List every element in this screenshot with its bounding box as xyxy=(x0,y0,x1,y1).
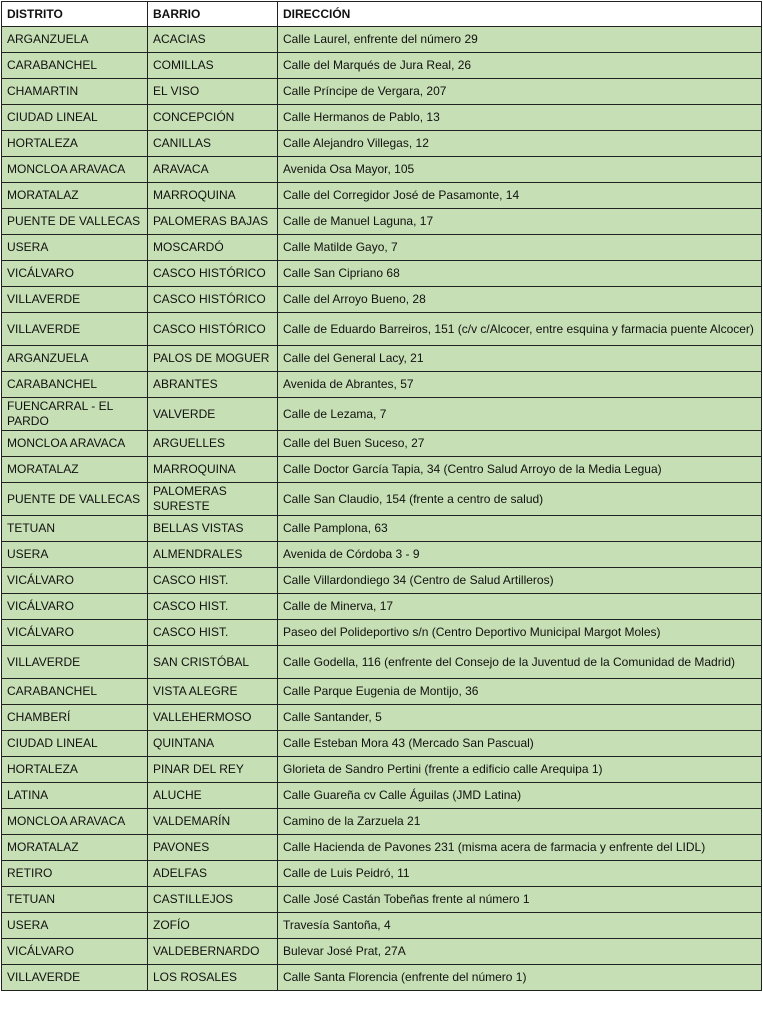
cell-direccion: Camino de la Zarzuela 21 xyxy=(278,809,762,835)
cell-barrio: LOS ROSALES xyxy=(148,965,278,991)
cell-distrito: VICÁLVARO xyxy=(2,568,148,594)
cell-direccion: Calle Santa Florencia (enfrente del número 1) xyxy=(278,965,762,991)
cell-barrio: ACACIAS xyxy=(148,27,278,53)
cell-distrito: VICÁLVARO xyxy=(2,620,148,646)
cell-direccion: Calle José Castán Tobeñas frente al número 1 xyxy=(278,887,762,913)
cell-direccion: Calle Doctor García Tapia, 34 (Centro Salud Arroyo de la Media Legua) xyxy=(278,457,762,483)
cell-direccion: Calle Matilde Gayo, 7 xyxy=(278,235,762,261)
cell-barrio: CONCEPCIÓN xyxy=(148,105,278,131)
cell-distrito: VICÁLVARO xyxy=(2,261,148,287)
cell-distrito: LATINA xyxy=(2,783,148,809)
cell-barrio: CASCO HIST. xyxy=(148,620,278,646)
cell-direccion: Calle Alejandro Villegas, 12 xyxy=(278,131,762,157)
cell-distrito: CHAMARTIN xyxy=(2,79,148,105)
table-row xyxy=(2,679,762,705)
cell-distrito: TETUAN xyxy=(2,887,148,913)
table-row xyxy=(2,27,762,53)
cell-barrio: ARAVACA xyxy=(148,157,278,183)
cell-barrio: CANILLAS xyxy=(148,131,278,157)
cell-distrito: USERA xyxy=(2,913,148,939)
cell-distrito: VILLAVERDE xyxy=(2,646,148,679)
cell-direccion: Calle Laurel, enfrente del número 29 xyxy=(278,27,762,53)
table-row xyxy=(2,79,762,105)
table-row xyxy=(2,53,762,79)
table-row xyxy=(2,457,762,483)
table-header xyxy=(2,2,762,27)
cell-barrio: PALOMERAS SURESTE xyxy=(148,483,278,516)
cell-distrito: HORTALEZA xyxy=(2,131,148,157)
cell-direccion: Calle Godella, 116 (enfrente del Consejo de la Juventud de la Comunidad de Madrid) xyxy=(278,646,762,679)
cell-barrio: VALVERDE xyxy=(148,398,278,431)
cell-barrio: CASTILLEJOS xyxy=(148,887,278,913)
cell-direccion: Calle del General Lacy, 21 xyxy=(278,346,762,372)
cell-distrito: VICÁLVARO xyxy=(2,939,148,965)
table-row xyxy=(2,705,762,731)
cell-direccion: Calle de Luis Peidró, 11 xyxy=(278,861,762,887)
cell-barrio: ZOFÍO xyxy=(148,913,278,939)
header-barrio: BARRIO xyxy=(148,2,278,27)
cell-distrito: CIUDAD LINEAL xyxy=(2,731,148,757)
cell-distrito: CARABANCHEL xyxy=(2,372,148,398)
cell-direccion: Paseo del Polideportivo s/n (Centro Deportivo Municipal Margot Moles) xyxy=(278,620,762,646)
cell-barrio: VALDEBERNARDO xyxy=(148,939,278,965)
cell-barrio: VALDEMARÍN xyxy=(148,809,278,835)
cell-direccion: Calle Hermanos de Pablo, 13 xyxy=(278,105,762,131)
cell-distrito: VILLAVERDE xyxy=(2,287,148,313)
cell-barrio: ABRANTES xyxy=(148,372,278,398)
table-row xyxy=(2,209,762,235)
table-row xyxy=(2,183,762,209)
cell-direccion: Calle Pamplona, 63 xyxy=(278,516,762,542)
cell-distrito: CARABANCHEL xyxy=(2,679,148,705)
table-row xyxy=(2,731,762,757)
cell-barrio: MARROQUINA xyxy=(148,183,278,209)
table-row xyxy=(2,594,762,620)
cell-direccion: Travesía Santoña, 4 xyxy=(278,913,762,939)
table-row xyxy=(2,965,762,991)
cell-direccion: Calle San Cipriano 68 xyxy=(278,261,762,287)
table-row xyxy=(2,261,762,287)
cell-distrito: TETUAN xyxy=(2,516,148,542)
table-row xyxy=(2,568,762,594)
cell-barrio: EL VISO xyxy=(148,79,278,105)
cell-direccion: Calle Guareña cv Calle Águilas (JMD Latina) xyxy=(278,783,762,809)
cell-barrio: QUINTANA xyxy=(148,731,278,757)
cell-distrito: MONCLOA ARAVACA xyxy=(2,431,148,457)
cell-direccion: Calle de Minerva, 17 xyxy=(278,594,762,620)
cell-distrito: USERA xyxy=(2,542,148,568)
table-row xyxy=(2,887,762,913)
table-row xyxy=(2,809,762,835)
cell-barrio: CASCO HISTÓRICO xyxy=(148,261,278,287)
cell-barrio: CASCO HIST. xyxy=(148,568,278,594)
table-row xyxy=(2,835,762,861)
cell-barrio: CASCO HIST. xyxy=(148,594,278,620)
cell-direccion: Bulevar José Prat, 27A xyxy=(278,939,762,965)
table-row xyxy=(2,757,762,783)
cell-barrio: COMILLAS xyxy=(148,53,278,79)
table-row xyxy=(2,913,762,939)
cell-distrito: VILLAVERDE xyxy=(2,965,148,991)
cell-distrito: MORATALAZ xyxy=(2,835,148,861)
cell-barrio: MARROQUINA xyxy=(148,457,278,483)
cell-distrito: ARGANZUELA xyxy=(2,27,148,53)
cell-barrio: PINAR DEL REY xyxy=(148,757,278,783)
cell-barrio: CASCO HISTÓRICO xyxy=(148,313,278,346)
cell-barrio: VISTA ALEGRE xyxy=(148,679,278,705)
table-row xyxy=(2,783,762,809)
table-row xyxy=(2,235,762,261)
table-body xyxy=(2,27,762,991)
table-row xyxy=(2,483,762,516)
cell-distrito: HORTALEZA xyxy=(2,757,148,783)
cell-direccion: Calle Parque Eugenia de Montijo, 36 xyxy=(278,679,762,705)
cell-distrito: CIUDAD LINEAL xyxy=(2,105,148,131)
cell-barrio: ALUCHE xyxy=(148,783,278,809)
cell-direccion: Calle de Manuel Laguna, 17 xyxy=(278,209,762,235)
cell-direccion: Calle del Arroyo Bueno, 28 xyxy=(278,287,762,313)
cell-direccion: Calle Esteban Mora 43 (Mercado San Pascual) xyxy=(278,731,762,757)
cell-barrio: ADELFAS xyxy=(148,861,278,887)
table-row xyxy=(2,346,762,372)
table-row xyxy=(2,516,762,542)
cell-barrio: ALMENDRALES xyxy=(148,542,278,568)
cell-direccion: Calle Villardondiego 34 (Centro de Salud Artilleros) xyxy=(278,568,762,594)
cell-distrito: MONCLOA ARAVACA xyxy=(2,157,148,183)
cell-distrito: VICÁLVARO xyxy=(2,594,148,620)
cell-direccion: Calle del Corregidor José de Pasamonte, 14 xyxy=(278,183,762,209)
cell-barrio: SAN CRISTÓBAL xyxy=(148,646,278,679)
table-row xyxy=(2,861,762,887)
cell-direccion: Calle San Claudio, 154 (frente a centro de salud) xyxy=(278,483,762,516)
locations-table-container xyxy=(1,1,761,991)
cell-distrito: ARGANZUELA xyxy=(2,346,148,372)
cell-direccion: Calle de Lezama, 7 xyxy=(278,398,762,431)
table-row xyxy=(2,431,762,457)
cell-direccion: Avenida Osa Mayor, 105 xyxy=(278,157,762,183)
table-row xyxy=(2,939,762,965)
cell-distrito: MONCLOA ARAVACA xyxy=(2,809,148,835)
cell-barrio: PAVONES xyxy=(148,835,278,861)
table-row xyxy=(2,372,762,398)
cell-direccion: Avenida de Córdoba 3 - 9 xyxy=(278,542,762,568)
table-row xyxy=(2,646,762,679)
cell-distrito: USERA xyxy=(2,235,148,261)
cell-distrito: VILLAVERDE xyxy=(2,313,148,346)
cell-direccion: Avenida de Abrantes, 57 xyxy=(278,372,762,398)
table-row xyxy=(2,105,762,131)
cell-distrito: PUENTE DE VALLECAS xyxy=(2,209,148,235)
cell-distrito: FUENCARRAL - EL PARDO xyxy=(2,398,148,431)
cell-barrio: MOSCARDÓ xyxy=(148,235,278,261)
cell-barrio: PALOS DE MOGUER xyxy=(148,346,278,372)
cell-direccion: Calle de Eduardo Barreiros, 151 (c/v c/Alcocer, entre esquina y farmacia puente Alcocer) xyxy=(278,313,762,346)
table-row xyxy=(2,131,762,157)
cell-direccion: Calle Santander, 5 xyxy=(278,705,762,731)
cell-direccion: Calle Príncipe de Vergara, 207 xyxy=(278,79,762,105)
table-row xyxy=(2,287,762,313)
cell-direccion: Calle del Buen Suceso, 27 xyxy=(278,431,762,457)
cell-distrito: RETIRO xyxy=(2,861,148,887)
header-distrito: DISTRITO xyxy=(2,2,148,27)
cell-barrio: PALOMERAS BAJAS xyxy=(148,209,278,235)
cell-distrito: MORATALAZ xyxy=(2,183,148,209)
cell-barrio: VALLEHERMOSO xyxy=(148,705,278,731)
cell-barrio: BELLAS VISTAS xyxy=(148,516,278,542)
cell-direccion: Glorieta de Sandro Pertini (frente a edificio calle Arequipa 1) xyxy=(278,757,762,783)
header-row xyxy=(2,2,762,27)
cell-direccion: Calle del Marqués de Jura Real, 26 xyxy=(278,53,762,79)
table-row xyxy=(2,620,762,646)
table-row xyxy=(2,398,762,431)
cell-direccion: Calle Hacienda de Pavones 231 (misma acera de farmacia y enfrente del LIDL) xyxy=(278,835,762,861)
cell-distrito: PUENTE DE VALLECAS xyxy=(2,483,148,516)
table-row xyxy=(2,542,762,568)
cell-barrio: CASCO HISTÓRICO xyxy=(148,287,278,313)
table-row xyxy=(2,313,762,346)
cell-distrito: MORATALAZ xyxy=(2,457,148,483)
header-direccion: DIRECCIÓN xyxy=(278,2,762,27)
table-row xyxy=(2,157,762,183)
cell-distrito: CARABANCHEL xyxy=(2,53,148,79)
cell-distrito: CHAMBERÍ xyxy=(2,705,148,731)
locations-table xyxy=(1,1,762,991)
cell-barrio: ARGUELLES xyxy=(148,431,278,457)
